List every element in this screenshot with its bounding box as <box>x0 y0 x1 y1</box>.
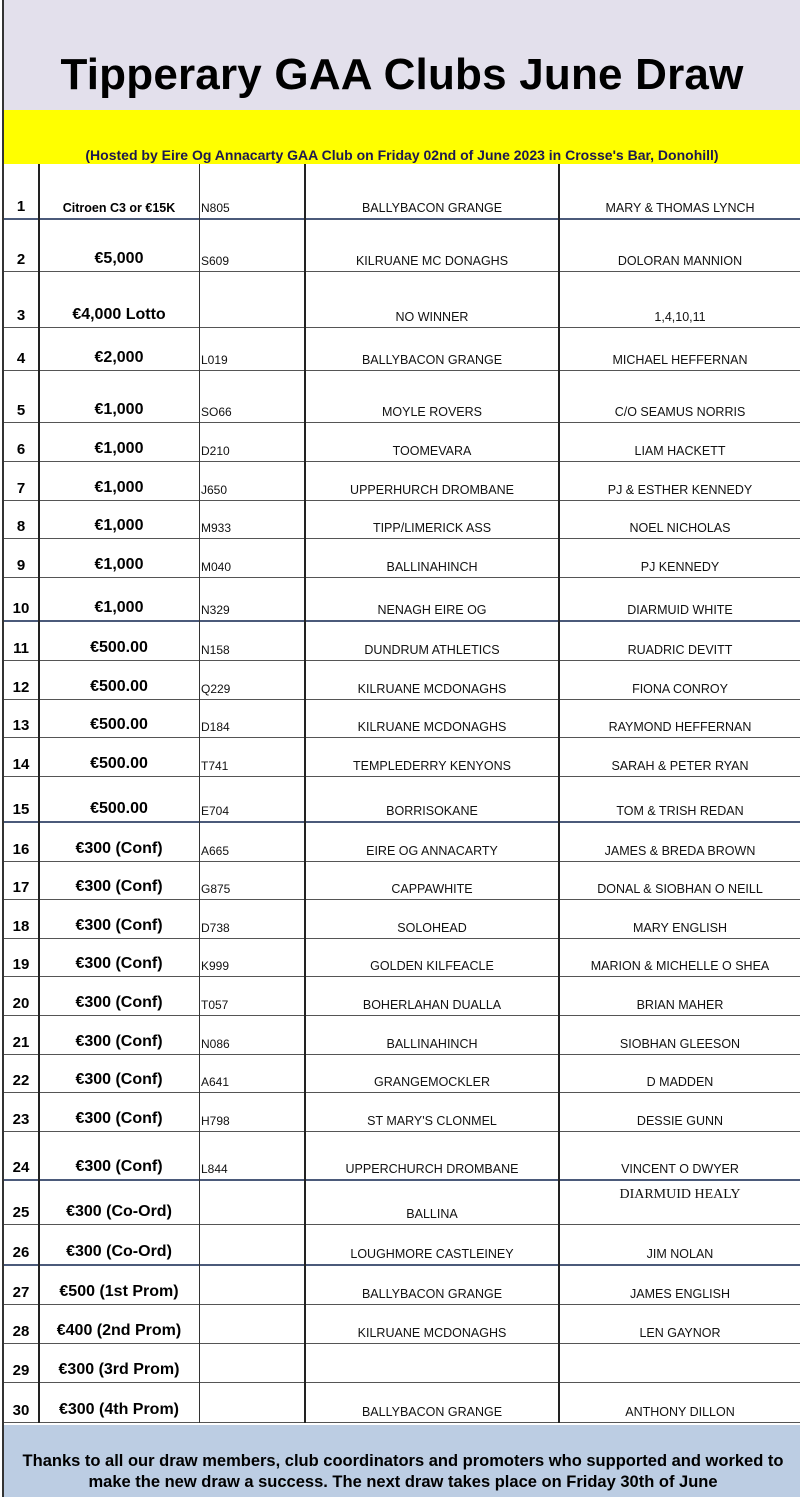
winner-name: SIOBHAN GLEESON <box>619 1037 741 1051</box>
ticket-number: E704 <box>201 804 230 818</box>
table-row <box>4 738 800 777</box>
footer-band <box>4 1425 800 1497</box>
prize-amount: €1,000 <box>94 556 144 573</box>
club-name: TOOMEVARA <box>392 444 472 458</box>
club-name: UPPERHURCH DROMBANE <box>350 483 514 497</box>
prize-amount: €500 (1st Prom) <box>59 1283 179 1300</box>
club-name: BALLINAHINCH <box>386 560 478 574</box>
table-row <box>4 423 800 462</box>
table-row <box>4 1181 800 1225</box>
club-name: NENAGH EIRE OG <box>377 603 487 617</box>
winner-name: MARY ENGLISH <box>632 921 727 935</box>
winner-name: DESSIE GUNN <box>636 1114 724 1128</box>
ticket-number: K999 <box>201 959 230 973</box>
table-row <box>4 1093 800 1132</box>
draw-number: 28 <box>12 1323 30 1340</box>
ticket-number: M933 <box>201 521 232 535</box>
prize-amount: €300 (Co-Ord) <box>66 1243 172 1260</box>
winner-name: SARAH & PETER RYAN <box>611 759 749 773</box>
club-name: ST MARY'S CLONMEL <box>367 1114 497 1128</box>
draw-number: 27 <box>12 1284 30 1301</box>
ticket-number: A641 <box>201 1075 230 1089</box>
column-divider <box>38 164 40 1423</box>
club-name: BALLINAHINCH <box>386 1037 478 1051</box>
winner-name: MARION & MICHELLE O SHEA <box>590 959 770 973</box>
prize-amount: €1,000 <box>94 440 144 457</box>
prize-amount: €2,000 <box>94 349 144 366</box>
winner-name: 1,4,10,11 <box>654 310 706 324</box>
draw-number: 7 <box>16 480 26 497</box>
draw-number: 23 <box>12 1111 30 1128</box>
ticket-number: D210 <box>201 444 230 458</box>
winner-name: LEN GAYNOR <box>639 1326 721 1340</box>
draw-number: 16 <box>12 841 30 858</box>
club-name: BALLINA <box>406 1207 458 1221</box>
winner-name: LIAM HACKETT <box>634 444 726 458</box>
draw-number: 3 <box>16 307 26 324</box>
club-name: KILRUANE MCDONAGHS <box>357 720 507 734</box>
ticket-number: N805 <box>201 201 230 215</box>
table-row <box>4 1305 800 1344</box>
prize-amount: €1,000 <box>94 517 144 534</box>
winner-name: JAMES & BREDA BROWN <box>604 844 756 858</box>
draw-number: 1 <box>16 198 26 215</box>
ticket-number: N086 <box>201 1037 230 1051</box>
club-name: LOUGHMORE CASTLEINEY <box>350 1247 514 1261</box>
club-name: NO WINNER <box>395 310 469 324</box>
winner-name: PJ & ESTHER KENNEDY <box>607 483 753 497</box>
prize-amount: €5,000 <box>94 250 144 267</box>
winner-name: TOM & TRISH REDAN <box>616 804 744 818</box>
draw-number: 5 <box>16 402 26 419</box>
table-row <box>4 164 800 220</box>
table-row <box>4 328 800 371</box>
prize-amount: €1,000 <box>94 401 144 418</box>
draw-number: 13 <box>12 717 30 734</box>
winner-name: BRIAN MAHER <box>636 998 724 1012</box>
draw-number: 26 <box>12 1244 30 1261</box>
table-row <box>4 1266 800 1305</box>
ticket-number: SO66 <box>201 405 232 419</box>
winner-name: MICHAEL HEFFERNAN <box>612 353 748 367</box>
winner-name: DIARMUID HEALY <box>619 1187 741 1202</box>
winner-name: RAYMOND HEFFERNAN <box>608 720 752 734</box>
prize-amount: €300 (Conf) <box>75 878 163 895</box>
prize-amount: €500.00 <box>90 755 148 772</box>
draw-number: 30 <box>12 1402 30 1419</box>
prize-amount: €300 (Co-Ord) <box>66 1203 172 1220</box>
club-name: BALLYBACON GRANGE <box>361 353 503 367</box>
winner-name: ANTHONY DILLON <box>625 1405 735 1419</box>
prize-amount: €400 (2nd Prom) <box>56 1322 182 1339</box>
club-name: DUNDRUM ATHLETICS <box>364 643 500 657</box>
club-name: GRANGEMOCKLER <box>374 1075 490 1089</box>
prize-amount: €300 (Conf) <box>75 1033 163 1050</box>
winner-name: FIONA CONROY <box>632 682 728 696</box>
page-title: Tipperary GAA Clubs June Draw <box>60 50 744 99</box>
prize-amount: €300 (Conf) <box>75 840 163 857</box>
table-row <box>4 371 800 423</box>
prize-amount: €1,000 <box>94 479 144 496</box>
ticket-number: D738 <box>201 921 230 935</box>
footer-message: Thanks to all our draw members, club coordinators and promoters who supported and worked to make the new draw a success. The next draw takes place on Friday 30th of June <box>22 1452 784 1491</box>
table-row <box>4 777 800 823</box>
table-row <box>4 1016 800 1055</box>
table-row <box>4 539 800 578</box>
winner-name: JAMES ENGLISH <box>629 1287 731 1301</box>
draw-number: 20 <box>12 995 30 1012</box>
club-name: BALLYBACON GRANGE <box>361 201 503 215</box>
club-name: TEMPLEDERRY KENYONS <box>353 759 511 773</box>
ticket-number: M040 <box>201 560 232 574</box>
ticket-number: T741 <box>201 759 229 773</box>
ticket-number: L019 <box>201 353 228 367</box>
club-name: MOYLE ROVERS <box>381 405 483 419</box>
table-row <box>4 700 800 738</box>
prize-amount: €300 (3rd Prom) <box>58 1361 180 1378</box>
prize-amount: €500.00 <box>90 800 148 817</box>
ticket-number: L844 <box>201 1162 228 1176</box>
ticket-number: S609 <box>201 254 230 268</box>
prize-amount: €1,000 <box>94 599 144 616</box>
draw-number: 18 <box>12 918 30 935</box>
draw-number: 6 <box>16 441 26 458</box>
draw-number: 22 <box>12 1072 30 1089</box>
ticket-number: N329 <box>201 603 230 617</box>
draw-number: 8 <box>16 518 26 535</box>
winner-name: VINCENT O DWYER <box>621 1162 739 1176</box>
club-name: BOHERLAHAN DUALLA <box>362 998 502 1012</box>
table-row <box>4 1383 800 1423</box>
club-name: TIPP/LIMERICK ASS <box>372 521 492 535</box>
draw-number: 10 <box>12 600 30 617</box>
prize-amount: €4,000 Lotto <box>72 306 166 323</box>
prize-amount: €300 (Conf) <box>75 955 163 972</box>
draw-number: 19 <box>12 956 30 973</box>
prize-amount: €500.00 <box>90 639 148 656</box>
draw-number: 4 <box>16 350 26 367</box>
winner-name: DONAL & SIOBHAN O NEILL <box>597 882 763 896</box>
column-divider <box>558 164 560 1423</box>
prize-amount: €300 (Conf) <box>75 1110 163 1127</box>
table-row <box>4 1344 800 1383</box>
ticket-number: G875 <box>201 882 231 896</box>
column-divider <box>304 164 306 1423</box>
ticket-number: T057 <box>201 998 229 1012</box>
results-table <box>4 164 800 1423</box>
draw-number: 25 <box>12 1204 30 1221</box>
prize-amount: €300 (Conf) <box>75 994 163 1011</box>
club-name: KILRUANE MC DONAGHS <box>355 254 509 268</box>
club-name: BALLYBACON GRANGE <box>361 1287 503 1301</box>
prize-amount: €500.00 <box>90 716 148 733</box>
club-name: KILRUANE MCDONAGHS <box>357 682 507 696</box>
club-name: GOLDEN KILFEACLE <box>370 959 494 973</box>
draw-number: 9 <box>16 557 26 574</box>
draw-number: 15 <box>12 801 30 818</box>
table-row <box>4 823 800 862</box>
prize-amount: €300 (4th Prom) <box>58 1401 180 1418</box>
prize-amount: €500.00 <box>90 678 148 695</box>
winner-name: DIARMUID WHITE <box>627 603 733 617</box>
draw-results-sheet <box>2 0 798 1497</box>
table-row <box>4 862 800 900</box>
table-row <box>4 501 800 539</box>
club-name: EIRE OG ANNACARTY <box>366 844 498 858</box>
winner-name: RUADRIC DEVITT <box>627 643 733 657</box>
column-divider <box>199 164 200 1423</box>
draw-number: 12 <box>12 679 30 696</box>
winner-name: PJ KENNEDY <box>640 560 720 574</box>
draw-number: 11 <box>13 640 29 657</box>
prize-amount: €300 (Conf) <box>75 1071 163 1088</box>
table-row <box>4 622 800 661</box>
winner-name: JIM NOLAN <box>646 1247 714 1261</box>
club-name: UPPERCHURCH DROMBANE <box>345 1162 519 1176</box>
table-row <box>4 900 800 939</box>
draw-number: 2 <box>16 251 26 268</box>
table-row <box>4 462 800 501</box>
prize-amount: €300 (Conf) <box>75 1158 163 1175</box>
club-name: CAPPAWHITE <box>391 882 473 896</box>
table-row <box>4 661 800 700</box>
winner-name: MARY & THOMAS LYNCH <box>605 201 755 215</box>
ticket-number: A665 <box>201 844 230 858</box>
ticket-number: J650 <box>201 483 228 497</box>
club-name: KILRUANE MCDONAGHS <box>357 1326 507 1340</box>
draw-number: 24 <box>12 1159 30 1176</box>
ticket-number: D184 <box>201 720 230 734</box>
table-row <box>4 220 800 272</box>
draw-number: 17 <box>12 879 30 896</box>
club-name: SOLOHEAD <box>397 921 467 935</box>
table-row <box>4 272 800 328</box>
prize-amount: Citroen C3 or €15K <box>62 201 176 215</box>
table-row <box>4 1225 800 1266</box>
page-subtitle: (Hosted by Eire Og Annacarty GAA Club on Friday 02nd of June 2023 in Crosse's Bar, Donohill) <box>85 147 719 163</box>
ticket-number: Q229 <box>201 682 231 696</box>
table-row <box>4 977 800 1016</box>
prize-amount: €300 (Conf) <box>75 917 163 934</box>
draw-number: 21 <box>12 1034 30 1051</box>
winner-name: D MADDEN <box>646 1075 714 1089</box>
table-row <box>4 1132 800 1181</box>
ticket-number: H798 <box>201 1114 230 1128</box>
draw-number: 14 <box>12 756 30 773</box>
table-row <box>4 1055 800 1093</box>
winner-name: C/O SEAMUS NORRIS <box>614 405 746 419</box>
club-name: BALLYBACON GRANGE <box>361 1405 503 1419</box>
ticket-number: N158 <box>201 643 230 657</box>
winner-name: NOEL NICHOLAS <box>629 521 731 535</box>
table-row <box>4 939 800 977</box>
winner-name: DOLORAN MANNION <box>617 254 743 268</box>
draw-number: 29 <box>12 1362 30 1379</box>
table-row <box>4 578 800 622</box>
club-name: BORRISOKANE <box>386 804 478 818</box>
